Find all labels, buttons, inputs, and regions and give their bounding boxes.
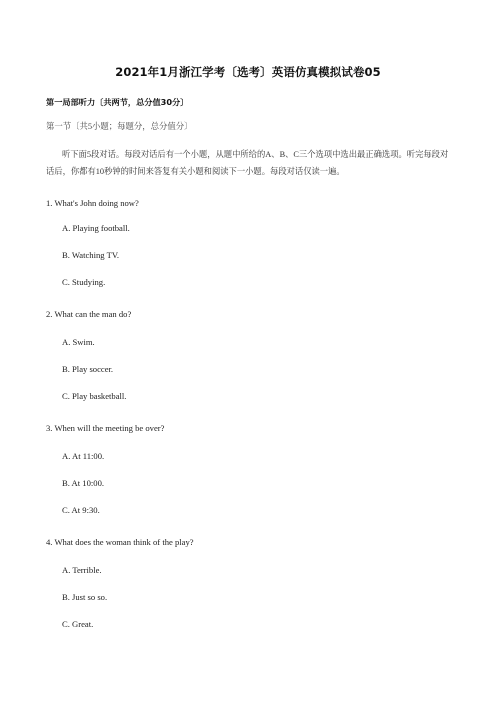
section-heading: 第一节〔共5小题；每题分，总分值分〕 [46, 122, 193, 131]
question-1-option-b: B. Watching TV. [62, 250, 120, 260]
question-2-option-a: A. Swim. [62, 337, 95, 347]
question-2-option-b: B. Play soccer. [62, 364, 114, 374]
question-4-option-b: B. Just so so. [62, 592, 108, 602]
question-3-option-c: C. At 9:30. [62, 505, 100, 515]
question-2-option-c: C. Play basketball. [62, 391, 127, 401]
question-3-option-b: B. At 10:00. [62, 478, 105, 488]
question-4-option-c: C. Great. [62, 619, 94, 629]
question-1-option-c: C. Studying. [62, 277, 106, 287]
question-1-option-a: A. Playing football. [62, 223, 130, 233]
question-1-stem: 1. What's John doing now? [46, 198, 139, 208]
question-3-option-a: A. At 11:00. [62, 451, 105, 461]
question-4-stem: 4. What does the woman think of the play? [46, 537, 194, 547]
instructions-paragraph: 听下面5段对话。每段对话后有一个小题，从题中所给的A、B、C三个选项中选出最正确选项。听完每段对话后，你都有10秒钟的时间来答复有关小题和阅读下一小题。每段对话仅读一遍。 [46, 150, 449, 176]
document-title: 2021年1月浙江学考〔选考〕英语仿真模拟试卷05 [115, 65, 381, 79]
question-4-option-a: A. Terrible. [62, 565, 102, 575]
question-2-stem: 2. What can the man do? [46, 309, 132, 319]
part-heading: 第一局部听力〔共两节，总分值30分〕 [46, 97, 189, 107]
question-3-stem: 3. When will the meeting be over? [46, 423, 165, 433]
